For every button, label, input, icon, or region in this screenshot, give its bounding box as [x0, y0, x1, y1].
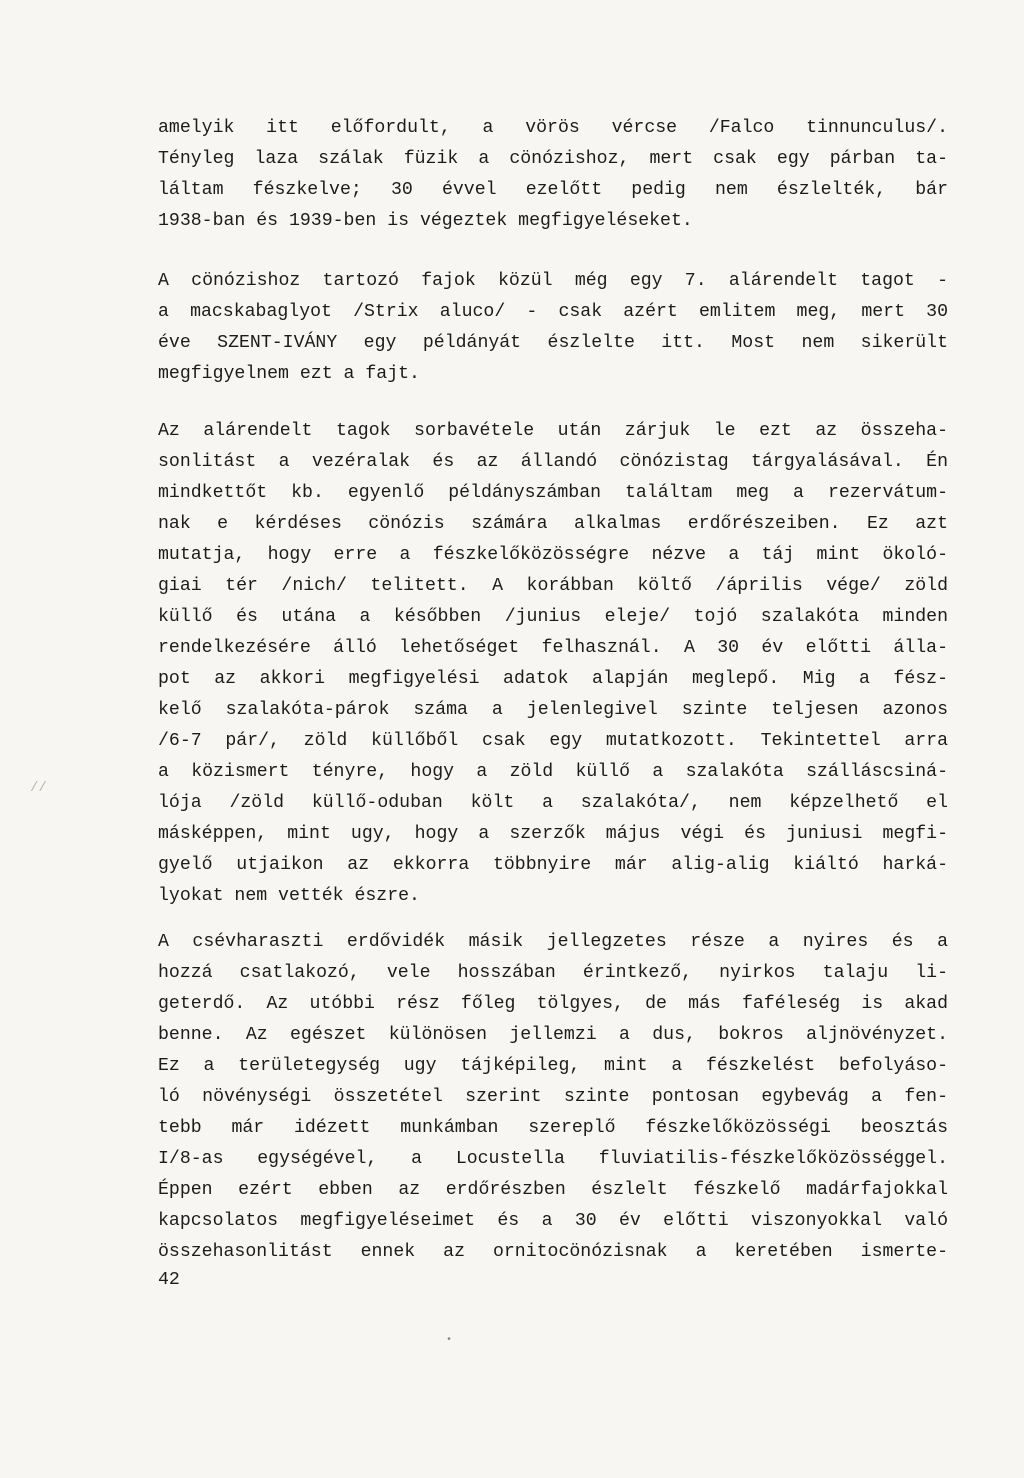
text-line: A csévharaszti erdővidék másik jellegzetes része a nyires és a: [158, 932, 948, 952]
text-line: a macskabaglyot /Strix aluco/ - csak azért emlitem meg, mert 30: [158, 302, 948, 322]
text-line: amelyik itt előfordult, a vörös vércse /Falco tinnunculus/.: [158, 118, 948, 138]
text-line: /6-7 pár/, zöld küllőből csak egy mutatkozott. Tekintettel arra: [158, 731, 948, 751]
text-line: láltam fészkelve; 30 évvel ezelőtt pedig nem észlelték, bár: [158, 180, 948, 200]
page-number: 42: [158, 1270, 180, 1290]
text-line: 1938-ban és 1939-ben is végeztek megfigyeléseket.: [158, 211, 693, 231]
text-line: Az alárendelt tagok sorbavétele után zárjuk le ezt az összeha-: [158, 421, 948, 441]
text-line: éve SZENT-IVÁNY egy példányát észlelte itt. Most nem sikerült: [158, 333, 948, 353]
text-line: pot az akkori megfigyelési adatok alapján meglepő. Mig a fész-: [158, 669, 948, 689]
text-line: a közismert tényre, hogy a zöld küllő a szalakóta szálláscsiná-: [158, 762, 948, 782]
text-line: mindkettőt kb. egyenlő példányszámban találtam meg a rezervátum-: [158, 483, 948, 503]
text-line: gyelő utjaikon az ekkorra többnyire már alig-alig kiáltó harká-: [158, 855, 948, 875]
margin-mark: //: [30, 780, 47, 796]
text-line: tebb már idézett munkámban szereplő fészkelőközösségi beosztás: [158, 1118, 948, 1138]
text-line: sonlitást a vezéralak és az állandó cönózistag tárgyalásával. Én: [158, 452, 948, 472]
text-line: kelő szalakóta-párok száma a jelenlegivel szinte teljesen azonos: [158, 700, 948, 720]
text-line: benne. Az egészet különösen jellemzi a dus, bokros aljnövényzet.: [158, 1025, 948, 1045]
text-line: nak e kérdéses cönózis számára alkalmas erdőrészeiben. Ez azt: [158, 514, 948, 534]
text-line: Ez a területegység ugy tájképileg, mint a fészkelést befolyáso-: [158, 1056, 948, 1076]
paragraph-vezeralak: [158, 416, 948, 912]
text-line: másképpen, mint ugy, hogy a szerzők május végi és juniusi megfi-: [158, 824, 948, 844]
text-line: mutatja, hogy erre a fészkelőközösségre nézve a táj mint ökoló-: [158, 545, 948, 565]
text-line: lyokat nem vették észre.: [158, 886, 420, 906]
text-line: küllő és utána a későbben /junius eleje/ tojó szalakóta minden: [158, 607, 948, 627]
paragraph-csevharaszt: [158, 927, 948, 1268]
text-line: ló növénységi összetétel szerint szinte pontosan egybevág a fen-: [158, 1087, 948, 1107]
paragraph-falco: [158, 113, 948, 237]
text-line: giai tér /nich/ telitett. A korábban költő /április vége/ zöld: [158, 576, 948, 596]
paragraph-strix: [158, 266, 948, 390]
text-line: I/8-as egységével, a Locustella fluviatilis-fészkelőközösséggel.: [158, 1149, 948, 1169]
text-line: Éppen ezért ebben az erdőrészben észlelt fészkelő madárfajokkal: [158, 1180, 948, 1200]
ink-speck: •: [446, 1335, 453, 1346]
text-line: hozzá csatlakozó, vele hosszában érintkező, nyirkos talaju li-: [158, 963, 948, 983]
text-line: kapcsolatos megfigyeléseimet és a 30 év előtti viszonyokkal való: [158, 1211, 948, 1231]
text-line: A cönózishoz tartozó fajok közül még egy 7. alárendelt tagot -: [158, 271, 948, 291]
text-line: Tényleg laza szálak füzik a cönózishoz, mert csak egy párban ta-: [158, 149, 948, 169]
text-line: rendelkezésére álló lehetőséget felhasznál. A 30 év előtti álla-: [158, 638, 948, 658]
text-line: lója /zöld küllő-oduban költ a szalakóta/, nem képzelhető el: [158, 793, 948, 813]
text-line: megfigyelnem ezt a fajt.: [158, 364, 420, 384]
text-line: összehasonlitást ennek az ornitocönózisnak a keretében ismerte-: [158, 1242, 948, 1262]
text-line: geterdő. Az utóbbi rész főleg tölgyes, de más faféleség is akad: [158, 994, 948, 1014]
